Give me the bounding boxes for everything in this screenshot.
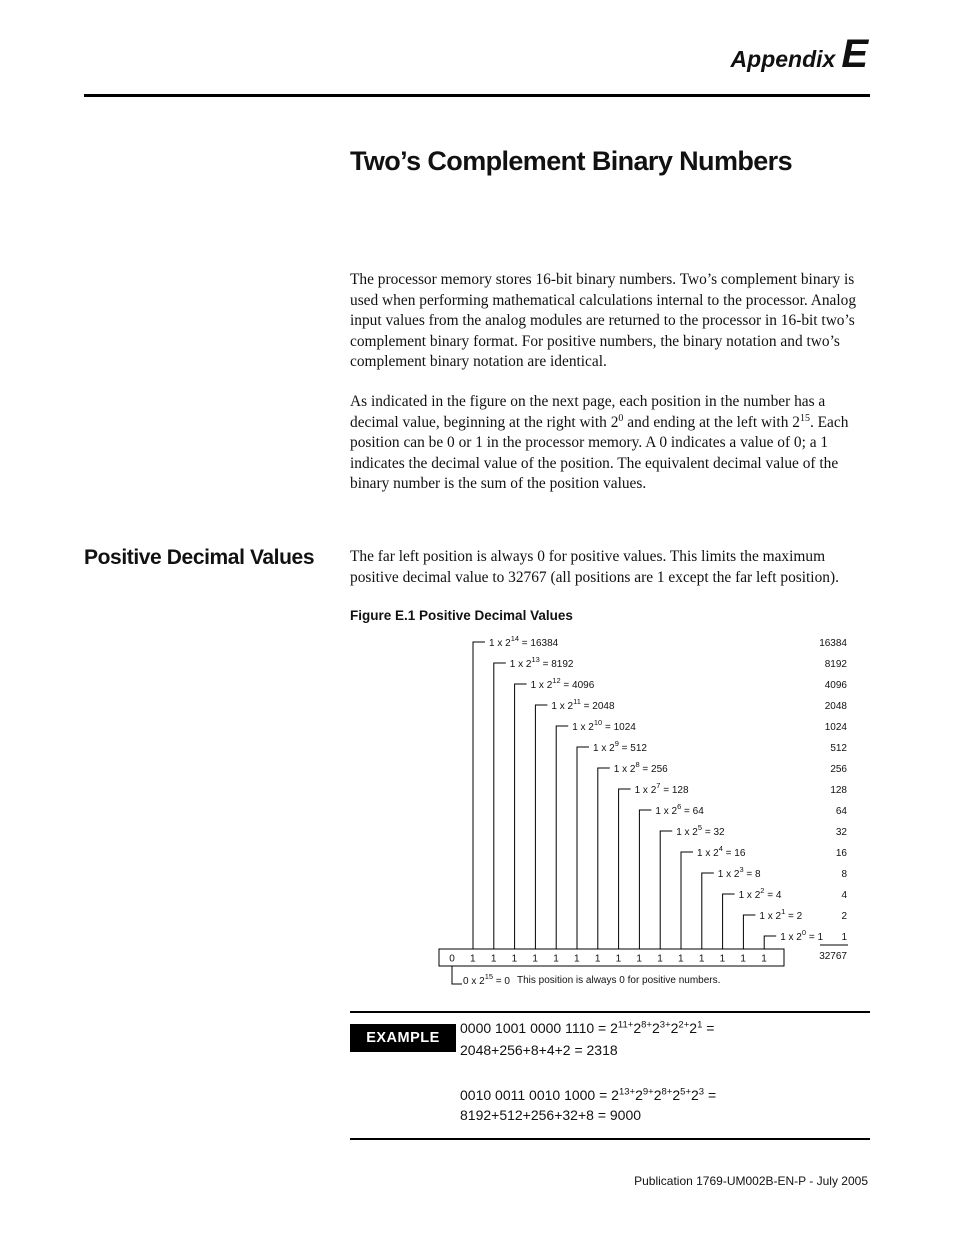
term-leader-line [473,642,485,949]
position-value: 4096 [824,680,847,691]
example-2-exp-2: 9+ [642,1086,654,1098]
bit-digit: 1 [553,953,559,965]
example-2-exp-3: 8+ [661,1086,673,1098]
intro-p2-text-c: . Each position can be 0 or 1 in the processor memory. A 0 indicates a value of 0; a 1 indicates the decimal value of the position. The equivalent decimal value of the binary number is the sum of the position values. [350,413,849,492]
term-label: 1 x $2^9 = 512$ [593,739,647,754]
term-label: 1 x $2^{13} = 8192$ [509,655,574,670]
bit-digit: 1 [532,953,538,965]
term-leader-line [535,705,547,949]
term-leader-line [494,663,506,949]
example-1-exp-4: 2+ [678,1019,690,1031]
section-heading: Positive Decimal Values [84,546,315,569]
example-2-base-2: 2 [635,1087,643,1103]
example-badge: EXAMPLE [350,1024,456,1052]
term-label: 1 x $2^{11} = 2048$ [551,697,615,712]
example-1-sum: 2048+256+8+4+2 = 2318 [460,1042,618,1058]
example-2-binary: 0010 0011 0010 1000 = 2 [460,1087,619,1103]
bit-digit: 1 [719,953,726,965]
position-value: 2048 [824,701,847,712]
term-label: 1 x $2^{12} = 4096$ [530,676,595,691]
position-value: 512 [830,743,847,754]
position-value: 8192 [824,659,847,670]
example-2-expression [460,1085,716,1105]
example-top-rule [350,1011,870,1013]
intro-p2-exponent-a: 0 [618,412,624,424]
example-2-base-3: 2 [653,1087,662,1103]
bit-digit: 1 [740,953,746,965]
example-2-exp-1: 13+ [618,1086,636,1098]
bit-digit: 1 [574,953,580,965]
term-leader-line [743,915,755,949]
term-leader-line [619,789,631,949]
position-value: 4 [841,890,847,901]
position-value: 16384 [819,638,847,649]
binary-position-figure [430,632,870,992]
bit-digit: 1 [761,953,767,965]
term-label: 1 x $2^1 = 2$ [759,907,803,922]
term-leader-line [723,894,735,949]
term-label: 1 x $2^6 = 64$ [655,802,704,817]
zero-leader-line [452,966,462,984]
example-1-exp-2: 8+ [641,1019,652,1031]
term-leader-line [764,936,776,949]
position-value: 8 [841,869,847,880]
zero-note: This position is always 0 for positive numbers. [517,975,721,986]
section-paragraph: The far left position is always 0 for positive values. This limits the maximum positive decimal value to 32767 (all positions are 1 except the far left position). [350,548,839,586]
term-label: 1 x $2^{10} = 1024$ [572,718,636,733]
term-label: 1 x $2^4 = 16$ [697,844,746,859]
position-value: 2 [841,911,847,922]
example-2-base-5: 2 [691,1087,699,1103]
term-label: 1 x $2^{14} = 16384$ [489,634,559,649]
example-1-exp-5: 1 [697,1019,703,1031]
bit-digit: 1 [698,953,705,965]
intro-p2-exponent-b: 15 [799,412,810,424]
intro-p2-text-b: and ending at the left with 2 [623,413,800,431]
page-title: Two’s Complement Binary Numbers [350,146,792,176]
appendix-word: Appendix [730,46,836,72]
example-2-exp-5: 3 [698,1086,705,1098]
example-1-base-4: 2 [670,1020,679,1036]
position-value: 1 [841,932,847,943]
term-leader-line [702,873,714,949]
example-1-equals: = [702,1020,715,1036]
term-leader-line [515,684,527,949]
intro-p2-text-a: As indicated in the figure on the next page, each position in the number has a decimal value, beginning at the right with 2 [350,393,826,431]
bit-digit: 1 [511,953,518,965]
term-label: 1 x $2^5 = 32$ [676,823,725,838]
example-2-equals: = [704,1087,717,1103]
example-2-exp-4: 5+ [680,1086,691,1098]
term-leader-line [639,810,651,949]
appendix-header [731,32,868,77]
figure-caption: Figure E.1 Positive Decimal Values [350,608,573,623]
term-leader-line [577,747,589,949]
intro-paragraph-1: The processor memory stores 16-bit binary numbers. Two’s complement binary is used when performing mathematical calculations internal to the processor. Analog input values from the analog modules are returned to the processor in 16-bit two’s complement binary format. For positive numbers, the binary notation and two’s complement binary notation are identical. [350,271,857,370]
term-leader-line [660,831,672,949]
bit-digit: 1 [594,953,601,965]
bit-digit: 1 [490,953,497,965]
term-label: 1 x $2^3 = 8$ [717,865,761,880]
term-label: 1 x $2^8 = 256$ [613,760,668,775]
position-value: 1024 [824,722,847,733]
example-1-base-5: 2 [689,1020,698,1036]
example-1-exp-3: 3+ [659,1019,671,1031]
publication-footer: Publication 1769-UM002B-EN-P - July 2005 [634,1174,868,1188]
position-value: 64 [835,806,847,817]
appendix-letter: E [841,32,868,76]
term-label: 1 x $2^2 = 4$ [738,886,782,901]
term-label: 1 x $2^0 = 1$ [780,928,824,943]
position-value: 32 [835,827,847,838]
term-leader-line [598,768,610,949]
intro-paragraph-2 [350,392,870,495]
term-leader-line [556,726,568,949]
example-bottom-rule [350,1138,870,1140]
term-label: 1 x $2^7 = 128$ [634,781,689,796]
bit-digit: 1 [657,953,663,965]
example-1-expression [460,1018,714,1038]
position-value: 128 [830,785,847,796]
bit-digit: 1 [678,953,684,965]
example-1-base-2: 2 [633,1020,642,1036]
header-rule [84,94,870,97]
bit-digit: 1 [470,953,476,965]
bit-digit: 0 [449,953,455,965]
zero-term-label: 0 x $2^{15} = 0$ [463,972,510,987]
total-value: 32767 [819,951,847,962]
term-leader-line [681,852,693,949]
position-value: 16 [835,848,847,859]
example-2-sum: 8192+512+256+32+8 = 9000 [460,1107,642,1123]
example-1-binary: 0000 1001 0000 1110 = 2 [460,1020,618,1036]
example-2-base-4: 2 [672,1087,681,1103]
example-1-base-3: 2 [651,1020,660,1036]
bit-digit: 1 [615,953,622,965]
example-1-exp-1: 11+ [617,1019,634,1031]
position-value: 256 [830,764,847,775]
bit-digit: 1 [636,953,642,965]
